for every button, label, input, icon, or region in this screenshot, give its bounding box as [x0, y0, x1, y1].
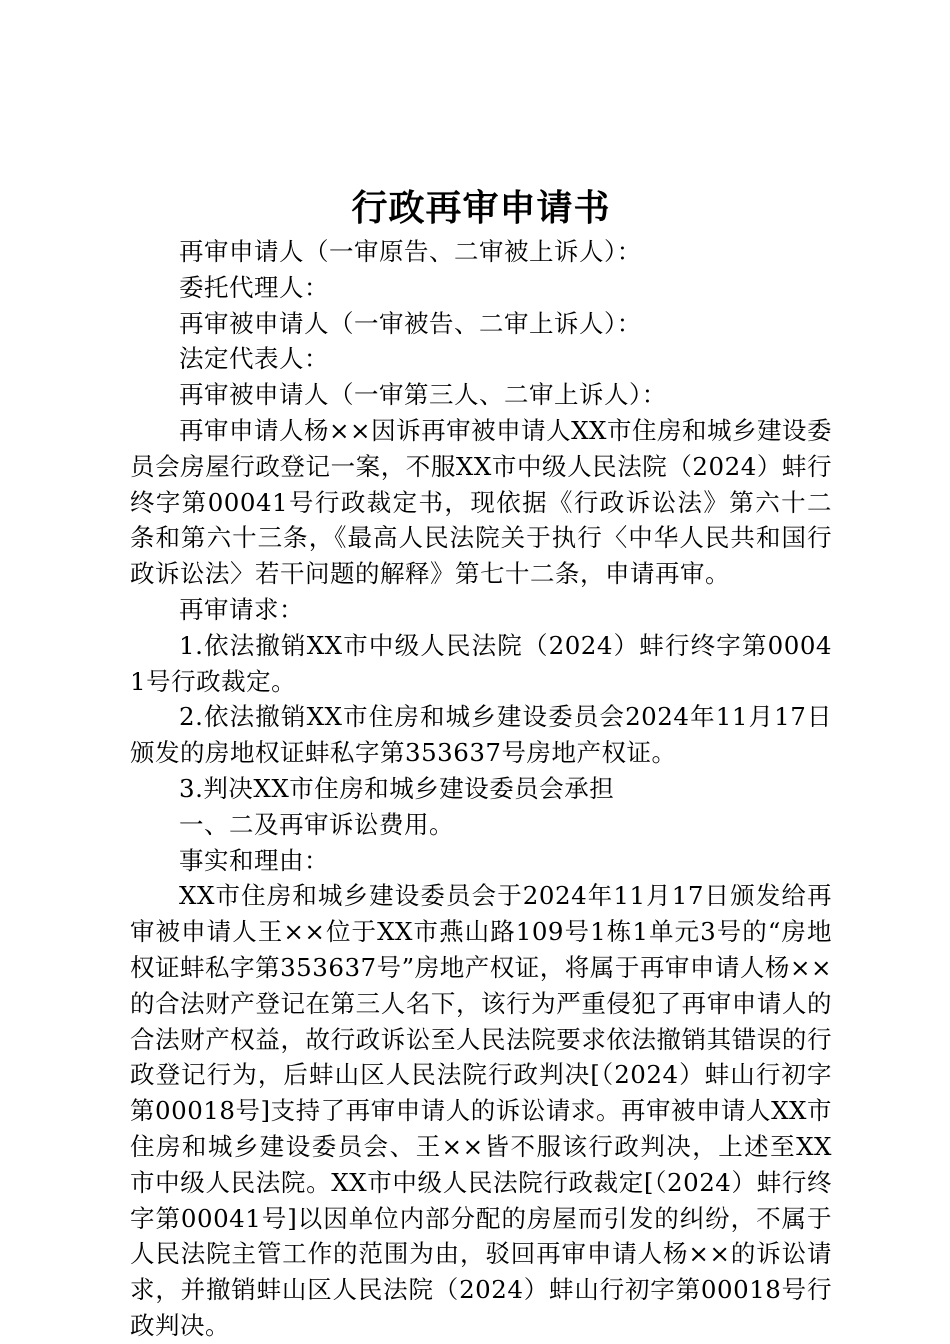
facts-heading: 事实和理由： — [179, 845, 329, 875]
request-item-3: 3.判决XX市住房和城乡建设委员会承担 — [179, 773, 615, 803]
applicant-line: 再审申请人（一审原告、二审被上诉人）： — [179, 237, 642, 266]
request-item-3-continued: 一、二及再审诉讼费用。 — [179, 809, 454, 839]
request-item-1: 1.依法撤销XX市中级人民法院（2024）蚌行终字第00041号行政裁定。 — [130, 630, 832, 696]
document-title: 行政再审申请书 — [351, 187, 611, 229]
introduction-paragraph: 再审申请人杨××因诉再审被申请人XX市住房和城乡建设委员会房屋行政登记一案，不服XX市中级人民法院（2024）蚌行终字第00041号行政裁定书，现依据《行政诉讼法》第六十二条和第六十三条，《最高人民法院关于执行〈中华人民共和国行政诉讼法〉若干问题的解释》第七十二条，申请再审。 — [130, 415, 832, 589]
document-body — [130, 234, 832, 1344]
third-party-respondent-line: 再审被申请人（一审第三人、二审上诉人）： — [179, 380, 667, 410]
legal-representative-line: 法定代表人： — [179, 344, 329, 374]
agent-line: 委托代理人： — [179, 272, 329, 302]
requests-heading: 再审请求： — [179, 594, 304, 624]
facts-paragraph: XX市住房和城乡建设委员会于2024年11月17日颁发给再审被申请人王××位于XX市燕山路109号1栋1单元3号的“房地权证蚌私字第353637号”房地产权证，将属于再审申请人杨××的合法财产登记在第三人名下，该行为严重侵犯了再审申请人的合法财产权益，故行政诉讼至人民法院要求依法撤销其错误的行政登记行为，后蚌山区人民法院行政判决[（2024）蚌山行初字第00018号]支持了再审申请人的诉讼请求。再审被申请人XX市住房和城乡建设委员会、王××皆不服该行政判决，上述至XX市中级人民法院。XX市中级人民法院行政裁定[（2024）蚌行终字第00041号]以因单位内部分配的房屋而引发的纠纷，不属于人民法院主管工作的范围为由，驳回再审申请人杨××的诉讼请求，并撤销蚌山区人民法院（2024）蚌山行初字第00018号行政判决。 — [130, 881, 832, 1340]
respondent-line: 再审被申请人（一审被告、二审上诉人）： — [179, 308, 642, 338]
request-item-2: 2.依法撤销XX市住房和城乡建设委员会2024年11月17日颁发的房地权证蚌私字第353637号房地产权证。 — [130, 702, 832, 768]
